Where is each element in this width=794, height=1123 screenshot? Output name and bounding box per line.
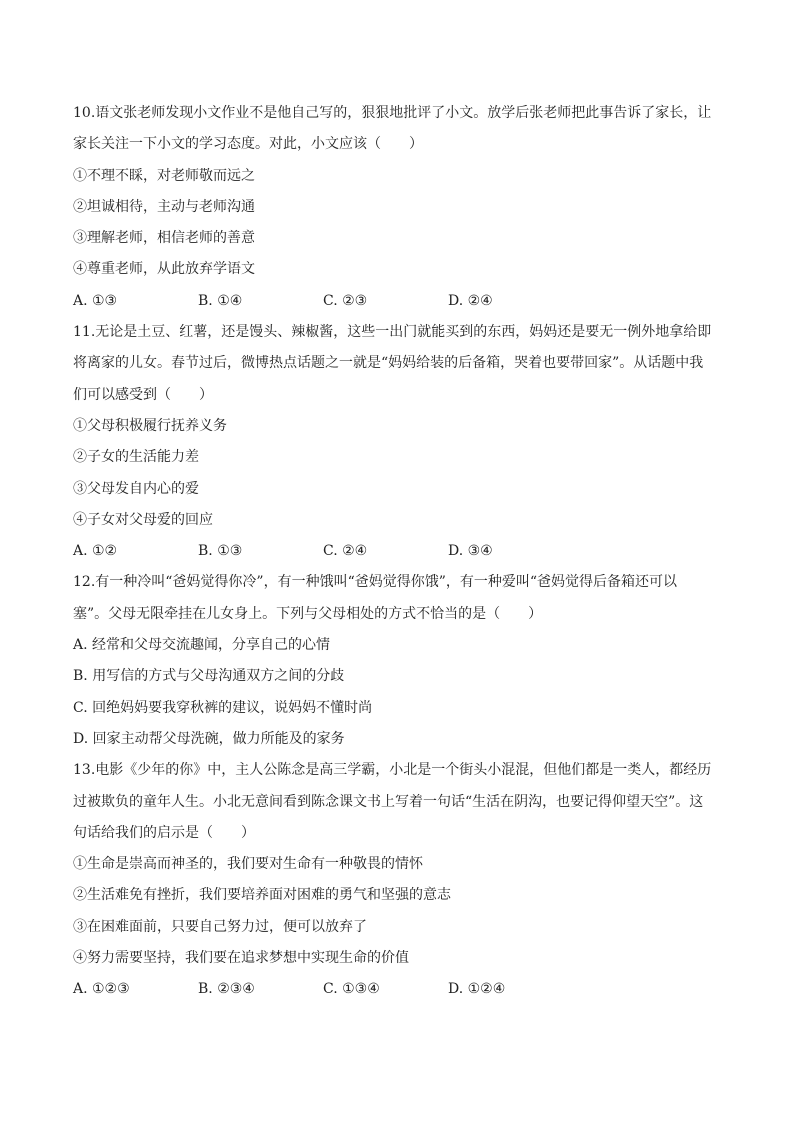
option-c: C. ①③④ bbox=[323, 981, 380, 998]
statement-item: ④子女对父母爱的回应 bbox=[73, 511, 213, 528]
question-12 bbox=[73, 567, 725, 755]
question-stem-line: 11.无论是土豆、红薯，还是馒头、辣椒酱，这些一出门就能买到的东西，妈妈还是要无一例外地拿给即 bbox=[73, 324, 712, 341]
option-c: C. ②③ bbox=[323, 292, 368, 309]
question-13 bbox=[73, 755, 725, 1005]
option-b: B. 用写信的方式与父母沟通双方之间的分歧 bbox=[73, 668, 345, 685]
statement-item: ①不理不睬，对老师敬而远之 bbox=[73, 167, 255, 184]
answer-options bbox=[73, 974, 725, 1005]
answer-options bbox=[73, 536, 725, 567]
question-stem-line: 10.语文张老师发现小文作业不是他自己写的，狠狠地批评了小文。放学后张老师把此事告诉了家长，让 bbox=[73, 105, 712, 121]
statement-item: ③父母发自内心的爱 bbox=[73, 480, 199, 497]
question-stem-line: 们可以感受到（ ） bbox=[73, 386, 213, 403]
option-d: D. 回家主动帮父母洗碗，做力所能及的家务 bbox=[73, 730, 345, 747]
statement-item: ③理解老师，相信老师的善意 bbox=[73, 230, 255, 247]
option-b: B. ①③ bbox=[198, 543, 243, 560]
statement-item: ②生活难免有挫折，我们要培养面对困难的勇气和坚强的意志 bbox=[73, 887, 451, 904]
question-stem-line: 将离家的儿女。春节过后，微博热点话题之一就是“妈妈给装的后备箱，哭着也要带回家”。从话题中我 bbox=[73, 355, 704, 372]
option-a: A. ①②③ bbox=[73, 981, 130, 998]
option-d: D. ②④ bbox=[448, 292, 493, 309]
statement-item: ②坦诚相待，主动与老师沟通 bbox=[73, 198, 255, 215]
question-list bbox=[73, 98, 725, 1006]
question-stem-line: 句话给我们的启示是（ ） bbox=[73, 824, 255, 841]
statement-item: ③在困难面前，只要自己努力过，便可以放弃了 bbox=[73, 918, 367, 935]
option-d: D. ①②④ bbox=[448, 981, 506, 998]
statement-item: ④尊重老师，从此放弃学语文 bbox=[73, 261, 255, 278]
question-stem-line: 12.有一种冷叫“爸妈觉得你冷”，有一种饿叫“爸妈觉得你饿”，有一种爱叫“爸妈觉得后备箱还可以 bbox=[73, 574, 678, 591]
option-a: A. 经常和父母交流趣闻，分享自己的心情 bbox=[73, 637, 331, 654]
question-stem-line: 过被欺负的童年人生。小北无意间看到陈念课文书上写着一句话“生活在阴沟，也要记得仰望天空”。这 bbox=[73, 793, 704, 810]
answer-options bbox=[73, 286, 725, 317]
question-stem-line: 塞”。父母无限牵挂在儿女身上。下列与父母相处的方式不恰当的是（ ） bbox=[73, 605, 543, 622]
statement-item: ④努力需要坚持，我们要在追求梦想中实现生命的价值 bbox=[73, 950, 409, 967]
question-10 bbox=[73, 98, 725, 317]
question-stem-line: 家长关注一下小文的学习态度。对此，小文应该（ ） bbox=[73, 136, 423, 153]
option-a: A. ①② bbox=[73, 543, 118, 560]
option-c: C. ②④ bbox=[323, 543, 368, 560]
question-11 bbox=[73, 317, 725, 567]
option-d: D. ③④ bbox=[448, 543, 493, 560]
statement-item: ①父母积极履行抚养义务 bbox=[73, 417, 227, 434]
option-b: B. ①④ bbox=[198, 292, 243, 309]
option-a: A. ①③ bbox=[73, 292, 118, 309]
option-c: C. 回绝妈妈要我穿秋裤的建议，说妈妈不懂时尚 bbox=[73, 699, 373, 716]
statement-item: ②子女的生活能力差 bbox=[73, 449, 199, 466]
statement-item: ①生命是崇高而神圣的，我们要对生命有一种敬畏的情怀 bbox=[73, 856, 423, 873]
option-b: B. ②③④ bbox=[198, 981, 255, 998]
question-stem-line: 13.电影《少年的你》中，主人公陈念是高三学霸，小北是一个街头小混混，但他们都是一类人，都经历 bbox=[73, 762, 712, 779]
